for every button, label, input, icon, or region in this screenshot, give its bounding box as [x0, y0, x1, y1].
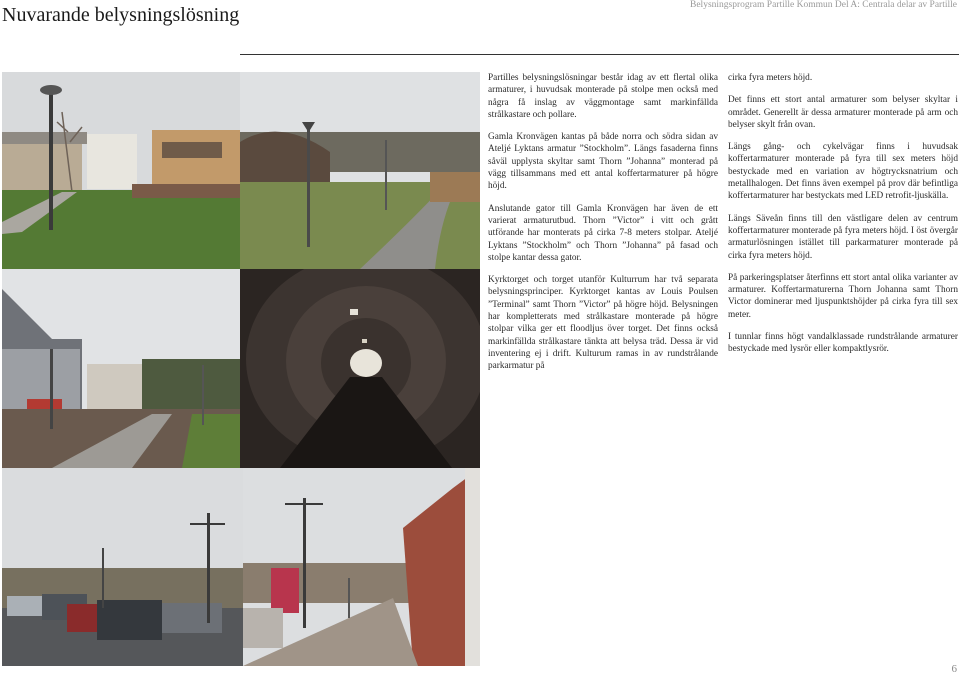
paragraph: Anslutande gator till Gamla Kronvägen har även de ett varierat armaturutbud. Thorn ”Victor” i vitt och grått utförande har monterats på cirka 7-8 meters stolpar. Ateljé Lyktans ”Stockholm” och Thorn ”Johanna” på fasad och stolpe kantar dessa gator.	[488, 203, 718, 263]
document-header: Belysningsprogram Partille Kommun Del A: Centrala delar av Partille	[690, 0, 957, 10]
photo-parking-lot	[2, 468, 243, 666]
text-column-2	[728, 72, 958, 366]
photo-footpath	[240, 72, 480, 269]
photo-tunnel	[240, 269, 480, 468]
paragraph: Partilles belysningslösningar består idag av ett flertal olika armaturer, i huvudsak monterade på stolpe men också med några få inslag av väggmontage samt markinfällda strålkastare och pollare.	[488, 73, 718, 120]
paragraph: Kyrktorget och torget utanför Kulturrum har två separata belysningsprinciper. Kyrktorget kantas av Louis Poulsen ”Terminal” samt Thorn ”Victor” på högre höjd. Belysningen har kompletterats med strålkastare monterade på högre stolpar vilka ger ett floodljus över torget. Det finns också markinfällda strålkastare tänkta att belysa träd. Dessa är vid inventering ej i drift. Kulturum ramas in av rundstrålande parkarmatur på	[488, 275, 718, 372]
paragraph: Längs Säveån finns till den västligare delen av centrum koffertarmaturer monterade på fyra meters höjd. I öst övergår armaturlösningen istället till parkarmaturer monterade på cirka fyra meters höjd.	[728, 213, 958, 261]
paragraph: Det finns ett stort antal armaturer som belyser skyltar i området. Generellt är dessa armaturer monterade på arm och belyser skylt från ovan.	[728, 95, 958, 130]
text-column-1	[488, 72, 718, 383]
paragraph: cirka fyra meters höjd.	[728, 73, 813, 83]
photo-pedestrian-street	[243, 468, 480, 666]
photo-street-buildings	[2, 269, 240, 468]
paragraph: Längs gång- och cykelvägar finns i huvudsak koffertarmaturer monterade på fyra till sex meters höjd bestyckade med en variation av högtrycksnatrium och metallhalogen. Det finns även exempel på prov där befintliga koffertarmaturer har bestyckats med LED retrofit-ljuskälla.	[728, 142, 958, 202]
paragraph: På parkeringsplatser återfinns ett stort antal olika varianter av armaturer. Koffertarmaturerna Thorn Johanna samt Thorn Victor dominerar med ljuspunktshöjder på cirka fyra till sex meter.	[728, 272, 958, 320]
paragraph: I tunnlar finns högt vandalklassade rundstrålande armaturer bestyckade med lysrör eller kompaktlysrör.	[728, 332, 958, 355]
photo-campus-lawn	[2, 72, 240, 269]
paragraph: Gamla Kronvägen kantas på både norra och södra sidan av Ateljé Lyktans armatur ”Stockholm”. Längs fasaderna finns såväl upplysta skyltar samt Thorn ”Johanna” monterad på vägg tillsammans med ett antal koffertarmaturer på högre höjd.	[488, 132, 718, 192]
page-number: 6	[951, 663, 957, 675]
header-rule	[240, 54, 959, 55]
page-title: Nuvarande belysningslösning	[2, 4, 240, 26]
